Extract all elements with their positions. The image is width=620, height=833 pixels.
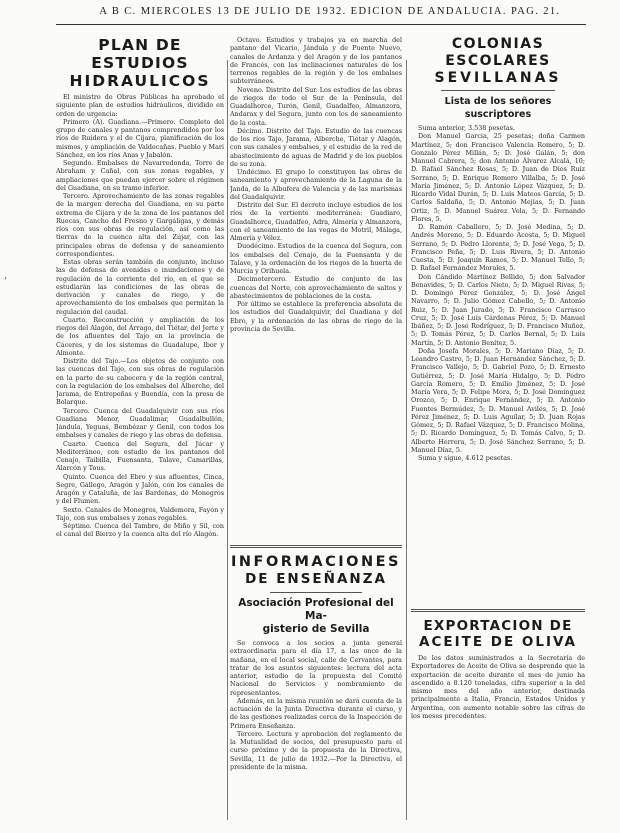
paragraph: Sexto. Canales de Monegros, Valdemora, Fayón y Tajo, con sus embalses y zonas regables. bbox=[56, 505, 224, 522]
paragraph: Distrito del Tajo.—Los objetos de conjunto con las cuencas del Tajo, con sus obras de regulación en la parte de su cabecera y de la región central, con la regulación de los embalses del Alberche, del Jarama, de Entrepeñas y Buendía, con la presa de Bolarque. bbox=[56, 357, 224, 407]
paragraph: Suma y sigue, 4.612 pesetas. bbox=[418, 454, 513, 462]
paragraph: Don Cándido Martínez Bellido, 5; don Salvador Benavides, 5; D. Carlos Nieto, 5; D. Miguel Rivas, 5; D. Domingo Pérez González, 5; D. José Ángel Navarro, 5; D. Julio Gómez Cabello, 5; D. Antonio Ruiz, 5; D. Juan Jurado, 5; D. Francisco Carrasco Cruz, 5; D. José Luis Cárdenas Pérez, 5; D. Manuel Ibáñez, 5; D. José Rodríguez, 5; D. Francisco Muñoz, 5; D. Tomás Pérez, 5; D. Carlos Bernal, 5; D. Luis Martín, 5; D. Antonio Benítez, 5. bbox=[411, 272, 585, 347]
article-export bbox=[411, 618, 585, 720]
paragraph: El ministro de Obras Públicas ha aprobado el siguiente plan de estudios hidráulicos, dividido en orden de urgencia: bbox=[56, 93, 224, 118]
paragraph: Doña Josefa Morales, 5; D. Mariano Díaz, 5; D. Leandro Castro, 5; D. Juan Hernández Sánchez, 5; D. Francisco Vallejo, 5; D. Gabriel Pozo, 5; D. Ernesto Gutiérrez, 5; D. José María Hidalgo, 5; D. Pedro García Romero, 5; D. Emilio Jiménez, 5; D. José María Vera, 5; D. Felipe Mora, 5; D. José Domínguez Orozco, 5; D. Enrique Fernández, 5; D. Antonio Fuentes Bermúdez, 5; D. Manuel Avilés, 5; D. José Pérez Jiménez, 5; D. Luis Aguilar, 5; D. Juan Rojas Gómez, 5; D. Rafael Vázquez, 5; D. Francisco Molina, 5; D. Ricardo Domínguez, 5; D. Tomás Calvo, 5; D. Alberto Herrera, 5; D. José Sánchez Serrano, 5; D. Manuel Díaz, 5. bbox=[411, 346, 585, 454]
paragraph: Don Manuel Garcia, 25 pesetas; doña Carmen Martínez, 5; don Francisco Valencia Romero, 5; D. Gonzalo Pérez Millán, 5; D. José Galán, 5; don Manuel Cabrera, 5; don Antonio Álvarez Alcalá, 10; D. Rafael Sánchez Rosas, 5; D. Juan de Dios Ruiz Serrano, 5; D. Enrique Romero Villalba, 5; D. José María Jiménez, 5; D. Antonio López Vázquez, 5; D. Ricardo Vidal Durán, 5; D. Luis Mateos García, 5; D. Carlos Saldaña, 5; D. Antonio Mejías, 5; D. Juan Ortiz, 5; D. Manuel Suárez Vela, 5; D. Fernando Flores, 5. bbox=[411, 132, 585, 223]
article-subtitle: Asociación Profesional del Ma- bbox=[238, 597, 394, 622]
article-title-line2: HIDRAULICOS bbox=[69, 72, 211, 90]
paragraph: Noveno. Distrito del Sur. Los estudios de las obras de riegos de todo el Sur de la Península, del Guadalhorce, Turón, Genil, Guadalfeo, Almanzora, Andarax y del Segura, junto con los de saneamiento de la costa. bbox=[230, 85, 402, 127]
article-subtitle-line2: gisterio de Sevilla bbox=[262, 623, 370, 635]
paragraph: Quinto. Cuenca del Ebro y sus afluentes, Cinca, Segre, Gállego, Aragón y Jalón, con los canales de Aragón y Cataluña, de las Bardenas, de Monegros y del Flumen. bbox=[56, 472, 224, 506]
header-rule bbox=[56, 24, 586, 25]
article-title: EXPORTACION DE bbox=[423, 618, 573, 634]
paragraph: Tercero. Aprovechamiento de las zonas regables de la margen derecha del Guadiana, en su parte extrema de Cijara y de la zona de los pantanos del Ruecas, Cancho del Fresno y Gargáligas, y demás ríos con sus obras de regulación, así como las tierras de la cuenca alta del Zújar, con las principales obras de defensa y de saneamiento correspondientes. bbox=[56, 192, 224, 258]
paragraph: Cuarto. Cuenca del Segura, del Júcar y Mediterráneo, con estudio de los pantanos del Cenajo, Taibilla, Fuensanta, Talave, Camarillas, Alarcón y Tous. bbox=[56, 439, 224, 473]
title-rule bbox=[441, 90, 555, 91]
paragraph: Decimotercero. Estudio de conjunto de las cuencas del Norte, con aprovechamiento de saltos y abastecimientos de poblaciones de la costa. bbox=[230, 275, 402, 300]
paragraph: Además, en la misma reunión se dará cuenta de la actuación de la Junta Directiva durante el curso, y de las gestiones realizadas cerca de la Inspección de Primera Enseñanza. bbox=[230, 696, 402, 730]
article-body bbox=[230, 36, 402, 333]
paragraph: Tercero. Cuenca del Guadalquivir con sus ríos Guadiana Menor, Guadalimar, Guadalbullón, Jándula, Yeguas, Bembézar y Genil, con todos los embalses y canales de riego y las obras de defensa. bbox=[56, 406, 224, 440]
paragraph: Cuarto. Reconstrucción y ampliación de los riegos del Alagón, del Árrago, del Tiétar, del Jerte y de los afluentes del Tajo en la provincia de Cáceres, y de los sistemas de Guadalupe, Ibor y Almonte. bbox=[56, 315, 224, 357]
article-title: INFORMACIONES bbox=[231, 554, 401, 570]
column-middle bbox=[230, 36, 402, 826]
article-title-line2: SEVILLANAS bbox=[434, 70, 562, 86]
article-title: PLAN DE ESTUDIOS bbox=[91, 36, 189, 72]
column-left bbox=[56, 36, 224, 826]
article-plan-continued bbox=[230, 36, 402, 538]
column-divider-left bbox=[227, 60, 228, 820]
paragraph: De los datos suministrados a la Secretaría de Exportadores de Aceite de Oliva se desprende que la exportación de aceite durante el mes de junio ha ascendido a 8.120 toneladas, cifra superior a la del mismo mes del año anterior, destinada principalmente a Italia, Francia, Estados Unidos y Argentina, con aumento notable sobre las cifras de los meses precedentes. bbox=[411, 654, 585, 720]
paragraph: Octavo. Estudios y trabajos ya en marcha del pantano del Vicario, Jándula y de Puente Nuevo, canales de Ardanza y del Aragón y de los pantanos de Francés, con las inclinaciones naturales de los terrenos regables de la región y de los embalses subterráneos. bbox=[230, 36, 402, 86]
article-colonias bbox=[411, 36, 585, 602]
article-body bbox=[411, 124, 585, 462]
paragraph: Se convoca a los socios a junta general extraordinaria para el día 17, a las once de la mañana, en el local social, calle de Cervantes, para tratar de los asuntos siguientes: lectura del acta anterior, estudio de la propuesta del Comité Nacional de Servicios y nombramiento de representantes. bbox=[230, 639, 402, 697]
column-divider-right bbox=[406, 60, 407, 820]
paragraph: Séptimo. Cuenca del Tambre, de Miño y Sil, con el canal del Bierzo y la cuenca alta del río Alagón. bbox=[56, 522, 224, 539]
article-body bbox=[230, 639, 402, 771]
article-informaciones bbox=[230, 554, 402, 771]
paragraph: Distrito del Sur. El decreto incluye estudios de los ríos de la vertiente mediterránea: Guadiaro, Guadalhorce, Guadalfeo, Adra, Almería y Almanzora, con el saneamiento de las vegas de Motril, Málaga, Almería y Vélez. bbox=[230, 201, 402, 242]
section-separator bbox=[230, 545, 402, 548]
paragraph: Estas obras serán también de conjunto, incluso las de defensa de avenidas e inundaciones y de regulación de la corriente del río, en el que se estudiarán las condiciones de las obras de derivación y canales de riego, y de aprovechamiento de los embalses que permitan la regulación del caudal. bbox=[56, 258, 224, 316]
margin-mark: ‚ bbox=[4, 270, 8, 281]
article-title: COLONIAS ESCOLARES bbox=[445, 36, 551, 69]
article-body bbox=[56, 93, 224, 539]
paragraph: D. Ramón Caballero, 5; D. José Medina, 5; D. Andrés Moreno, 5; D. Eduardo Acosta, 5; D. Miguel Serrano, 5; D. Pedro Llorente, 5; D. José Vega, 5; D. Francisco Peña, 5; D. Luis Rivera, 5; D. Antonio Cuesta, 5; D. Joaquín Ramos, 5; D. Manuel Tello, 5; D. Rafael Fernández Morales, 5. bbox=[411, 223, 585, 273]
paragraph: Décimo. Distrito del Tajo. Estudio de las cuencas de los ríos Tajo, Jarama, Alberche, Tiétar y Alagón, con sus canales y embalses, y el estudio de la red de abastecimiento de aguas de Madrid y de los pueblos de su zona. bbox=[230, 126, 402, 168]
paragraph: Suma anterior, 3.538 pesetas. bbox=[418, 124, 515, 132]
paragraph: Tercero. Lectura y aprobación del reglamento de la Mutualidad de socios, del presupuesto para el curso próximo y de la propuesta de la Directiva, Sevilla, 11 de julio de 1932.—Por la Directiva, el presidente de la misma. bbox=[230, 729, 402, 771]
paragraph: Primero (A). Guadiana.—Primero. Completo del grupo de canales y pantanos comprendidos por los ríos de Ruidera y el de Cíjara, planificación de los mismos, y ampliación de Valdecañas. Pueblo y Mari Sánchez, en los ríos Anas y Jabalón. bbox=[56, 117, 224, 159]
paragraph: Segundo. Embalses de Navarredonda, Torre de Abraham y Cañal, con sus zonas regables, y ampliaciones que puedan ejercer sobre el régimen del Guadiana, en su tramo inferior. bbox=[56, 159, 224, 192]
article-plan bbox=[56, 36, 224, 539]
article-title-line2: DE ENSEÑANZA bbox=[245, 571, 387, 587]
article-subtitle: Lista de los señores suscriptores bbox=[444, 96, 552, 120]
running-head: A B C. MIERCOLES 13 DE JULIO DE 1932. EDICION DE ANDALUCIA. PAG. 21. bbox=[99, 6, 561, 17]
paragraph: Duodécimo. Estudios de la cuenca del Segura, con los embalses del Cenajo, de la Fuensanta y de Talave, y la ordenación de los riegos de la huerta de Murcia y Orihuela. bbox=[230, 242, 402, 275]
title-rule bbox=[270, 592, 362, 593]
paragraph: Undécimo. El grupo lo constituyen las obras de saneamiento y aprovechamiento de la Laguna de la Janda, de la Albufera de Valencia y de las marismas del Guadalquivir. bbox=[230, 168, 402, 201]
column-right bbox=[411, 36, 585, 826]
article-body bbox=[411, 654, 585, 720]
section-separator bbox=[411, 609, 585, 612]
article-title-line2: ACEITE DE OLIVA bbox=[419, 634, 577, 650]
paragraph: Por último se establece la preferencia absoluta de los estudios del Guadalquivir, del Guadiana y del Ebro, y la ordenación de las obras de riego de la provincia de Sevilla. bbox=[230, 300, 402, 333]
